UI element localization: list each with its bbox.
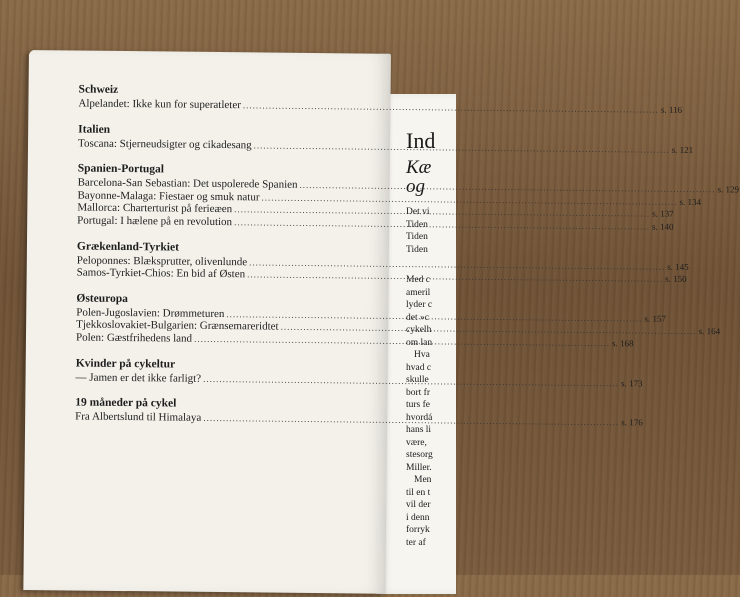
toc-section-heading: Italien	[78, 123, 111, 136]
toc-section-heading: Spanien-Portugal	[77, 162, 165, 176]
right-page-line: Det vi	[406, 207, 430, 217]
toc-entry-page: s. 137	[652, 208, 674, 220]
right-page-heading: Ind	[406, 128, 436, 153]
right-page-line: Miller.	[406, 462, 432, 473]
right-page-line: bort fr	[406, 387, 431, 398]
toc-section-heading: Kvinder på cykeltur	[75, 357, 176, 371]
right-page-line: om lan	[406, 337, 433, 348]
right-page-line: Tiden	[406, 219, 428, 230]
toc-entry-page: s. 164	[698, 326, 721, 337]
right-page-line: til en t	[406, 487, 431, 498]
right-page-line: turs fe	[406, 400, 431, 410]
right-page-subtitle-line: Kæ	[406, 157, 432, 178]
toc-entry-title: Peloponnes: Blæksprutter, olivenlunde	[76, 254, 248, 268]
toc-section-heading: 19 måneder på cykel	[75, 396, 177, 410]
right-page-line: Tiden	[406, 232, 428, 242]
toc-entry-page: s. 140	[652, 221, 674, 232]
toc-entry-page: s. 121	[671, 144, 694, 155]
toc-entry-title: Samos-Tyrkiet-Chios: En bid af Østen	[76, 266, 246, 281]
toc-entry-title: Portugal: I hælene på en revolution	[77, 214, 233, 229]
right-page-line: det »c	[406, 312, 429, 323]
toc-entry-title: Bayonne-Malaga: Fiestaer og smuk natur	[77, 189, 260, 204]
toc-entry-page: s. 145	[667, 261, 689, 272]
right-page-line: Hva	[414, 350, 430, 360]
right-page-line: stesorg	[406, 450, 433, 460]
right-page-line: være,	[406, 437, 427, 448]
toc-entry-page: s. 168	[612, 338, 634, 349]
toc-entry-page: s. 129	[717, 184, 740, 195]
right-page-line: ameril	[406, 287, 431, 298]
toc-entry-title: Mallorca: Charterturist på ferieæen	[77, 201, 233, 216]
toc-entry-page: s. 134	[679, 196, 702, 207]
right-page-line: forryk	[406, 525, 430, 535]
toc-leader-dots	[243, 99, 659, 116]
right-page-line: vil der	[406, 500, 431, 510]
toc-entry-title: — Jamen er det ikke farligt?	[75, 371, 202, 385]
toc-leader-dots	[203, 372, 619, 389]
toc-entry-title: Polen: Gæstfrihedens land	[75, 331, 193, 345]
toc-entry-title: Tjekkoslovakiet-Bulgarien: Grænsemareridtet	[76, 318, 279, 333]
right-page-line: Med c	[406, 275, 431, 285]
right-page-line: skulle	[406, 375, 429, 385]
toc-section-heading: Grækenland-Tyrkiet	[76, 240, 180, 254]
toc-entry-title: Toscana: Stjerneudsigter og cikadesang	[77, 137, 252, 151]
right-page-line: hans li	[406, 425, 432, 435]
right-page-line: lyder c	[406, 300, 433, 310]
right-page-line: cykelh	[406, 325, 432, 335]
toc-entry-title: Fra Albertslund til Himalaya	[75, 410, 202, 424]
right-page-line: ter af	[406, 537, 426, 548]
toc-entry-title: Alpelandet: Ikke kun for superatleter	[78, 97, 241, 112]
toc-entry-title: Barcelona-San Sebastian: Det uspolerede Spanien	[77, 176, 298, 192]
right-page-line: Tiden	[406, 244, 428, 255]
toc-entry-page: s. 173	[621, 377, 643, 388]
toc-section-heading: Schweiz	[78, 83, 119, 96]
toc-section-schweiz	[78, 83, 683, 115]
toc-entry-title: Polen-Jugoslavien: Drømmeturen	[76, 306, 225, 320]
toc-section-heading: Østeuropa	[76, 292, 129, 305]
toc-entry-page: s. 116	[660, 104, 683, 115]
right-page-line: Men	[414, 475, 432, 485]
right-page-line: i denn	[406, 512, 430, 523]
toc-leader-dots	[203, 412, 619, 429]
toc-entry-page: s. 150	[665, 273, 687, 285]
right-page-subtitle-line: og	[406, 176, 425, 197]
right-page-line: hvordá	[406, 412, 433, 423]
toc-entry-page: s. 176	[621, 417, 643, 428]
right-page-line: hvad c	[406, 362, 432, 373]
toc-entry	[78, 97, 683, 115]
toc-leader-dots	[254, 139, 670, 156]
toc-entry-page: s. 157	[644, 313, 666, 324]
